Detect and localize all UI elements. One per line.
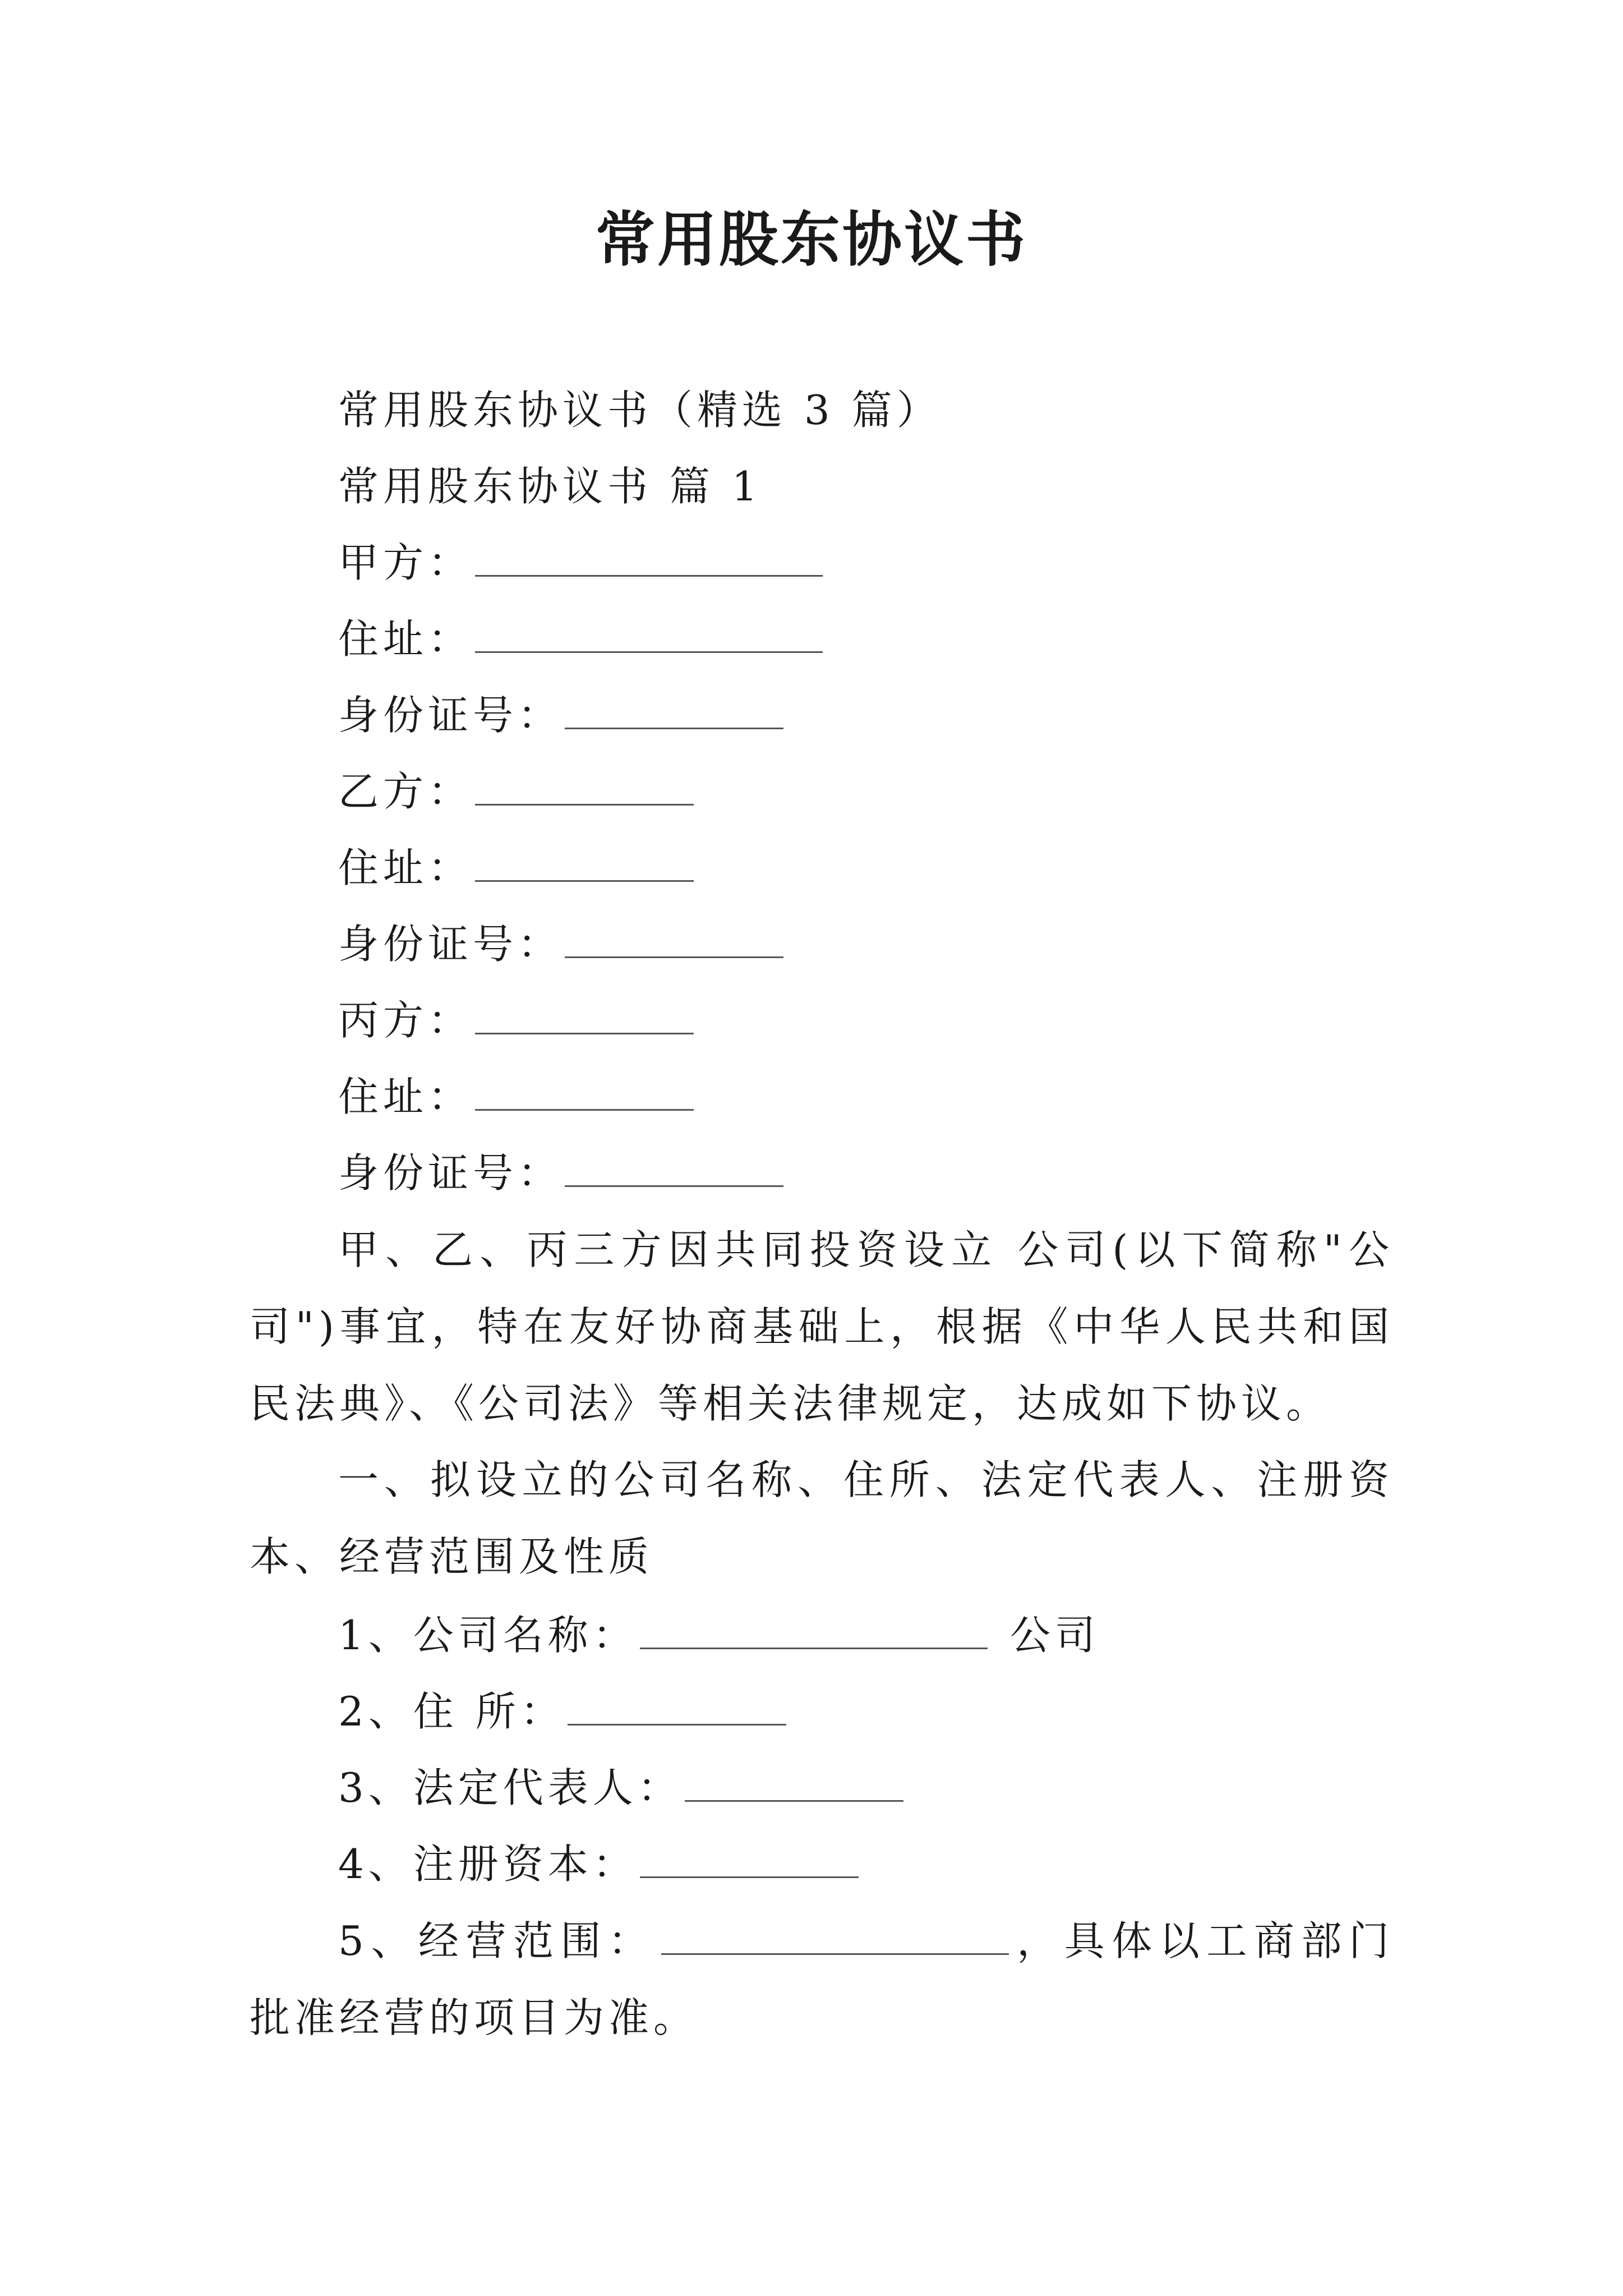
- section-heading: 常用股东协议书 篇 1: [338, 463, 762, 510]
- document-title: 常用股东协议书: [596, 204, 1027, 274]
- legal-rep-line: [338, 1760, 903, 1816]
- party-b-id-label: 身份证号：: [338, 921, 563, 968]
- party-b-id-line: [338, 916, 783, 972]
- party-a-id-blank: [565, 694, 783, 729]
- party-a-address-blank: [475, 618, 823, 653]
- capital-label: 4、注册资本：: [338, 1841, 638, 1888]
- legal-rep-blank: [685, 1766, 903, 1802]
- party-a-id-label: 身份证号：: [338, 692, 563, 739]
- clause-1-heading: 一、拟设立的公司名称、住所、法定代表人、注册资本、经营范围及性质: [250, 1456, 1394, 1580]
- address-blank: [568, 1690, 786, 1726]
- party-a-blank: [475, 541, 823, 577]
- legal-rep-label: 3、法定代表人：: [338, 1764, 683, 1811]
- party-b-address-line: [338, 840, 694, 896]
- party-c-id-blank: [565, 1152, 783, 1187]
- company-name-suffix: 公司: [1009, 1612, 1100, 1659]
- party-b-id-blank: [565, 923, 783, 958]
- party-b-line: [338, 763, 694, 820]
- scope-suffix: ，具体以工商部门批准经营的项目为准。: [250, 1917, 1394, 2041]
- capital-line: [338, 1836, 859, 1892]
- party-c-label: 丙方：: [338, 997, 473, 1044]
- address-line: [338, 1683, 786, 1740]
- party-c-address-label: 住址：: [338, 1073, 473, 1120]
- party-c-id-label: 身份证号：: [338, 1149, 563, 1197]
- scope-paragraph: [250, 1903, 1394, 2056]
- company-name-label: 1、公司名称：: [338, 1612, 638, 1659]
- company-name-blank: [640, 1614, 988, 1649]
- party-b-label: 乙方：: [338, 768, 473, 815]
- scope-label: 5、经营范围：: [338, 1917, 656, 1964]
- scope-blank: [661, 1920, 1009, 1955]
- party-c-id-line: [338, 1145, 783, 1201]
- party-a-line: [338, 535, 823, 591]
- company-name-line: [338, 1607, 1100, 1663]
- party-c-address-blank: [475, 1075, 694, 1111]
- party-b-blank: [475, 770, 694, 806]
- party-a-id-line: [338, 687, 783, 743]
- party-a-address-label: 住址：: [338, 615, 473, 662]
- capital-blank: [640, 1843, 859, 1878]
- party-c-line: [338, 992, 694, 1048]
- party-a-address-line: [338, 611, 823, 667]
- document-subtitle: 常用股东协议书（精选 3 篇）: [338, 386, 942, 434]
- party-c-blank: [475, 999, 694, 1034]
- party-b-address-label: 住址：: [338, 844, 473, 891]
- address-label: 2、住 所：: [338, 1688, 565, 1735]
- party-a-label: 甲方：: [338, 539, 473, 586]
- intro-paragraph: 甲、乙、丙三方因共同投资设立 公司(以下简称"公司")事宜，特在友好协商基础上，根据《中华人民共和国民法典》、《公司法》等相关法律规定，达成如下协议。: [250, 1226, 1394, 1427]
- party-b-address-blank: [475, 846, 694, 882]
- party-c-address-line: [338, 1069, 694, 1125]
